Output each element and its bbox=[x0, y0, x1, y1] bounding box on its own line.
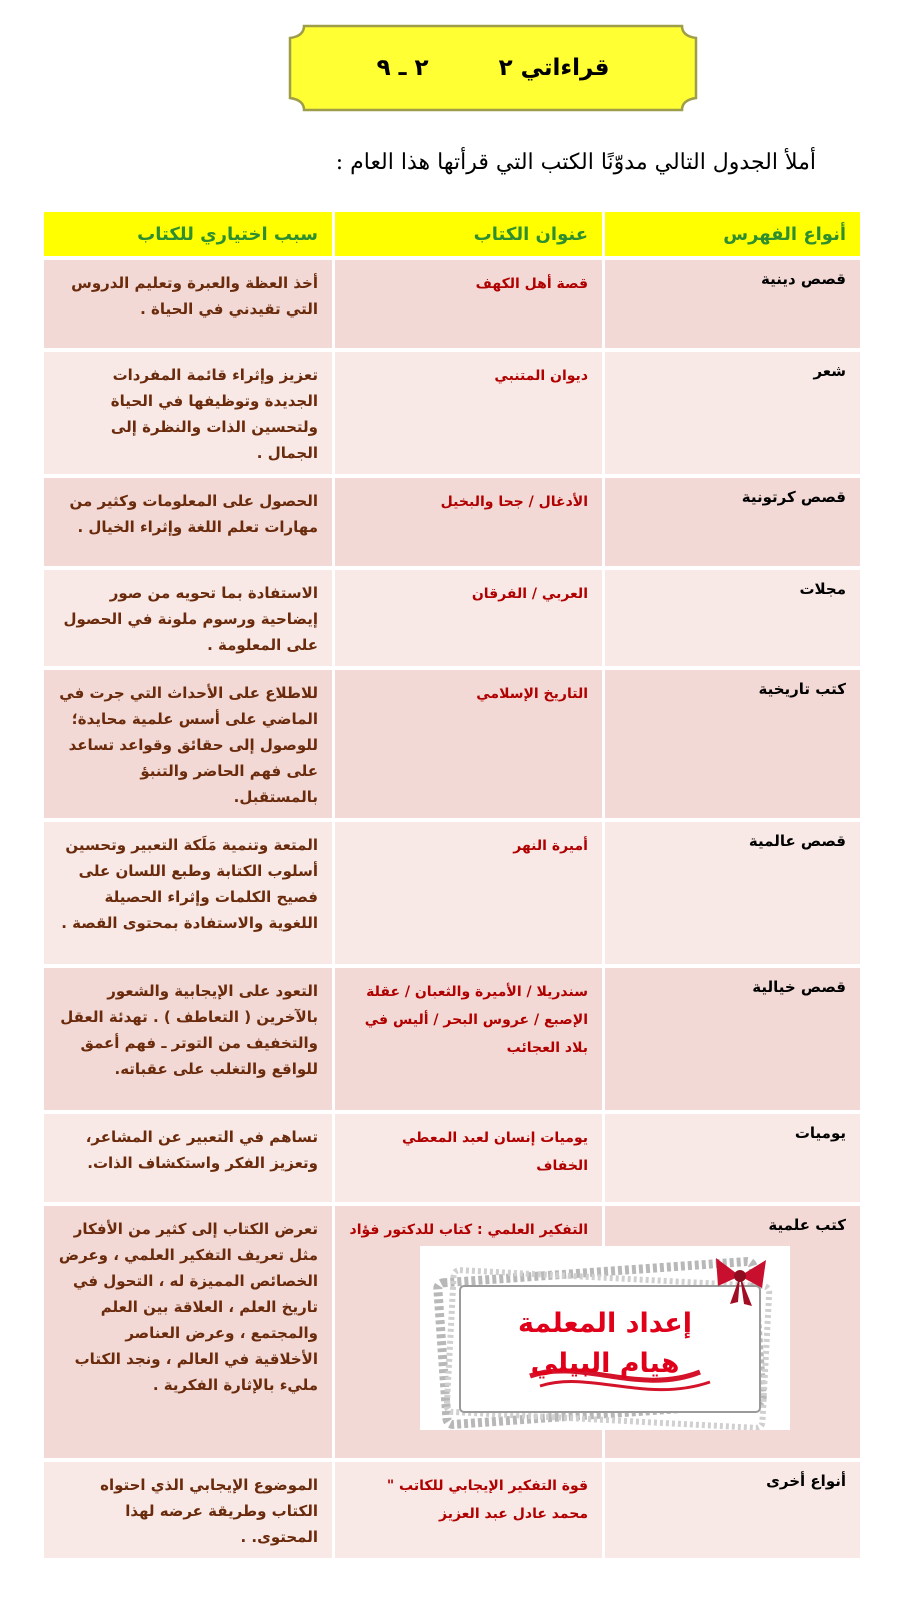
cell-reason: الاستفادة بما تحويه من صور إيضاحية ورسوم ملونة في الحصول على المعلومة . bbox=[44, 566, 332, 666]
cell-type: كتب علمية bbox=[602, 1202, 860, 1458]
cell-title: يوميات إنسان لعبد المعطي الخفاف bbox=[332, 1110, 602, 1202]
cell-title: أميرة النهر bbox=[332, 818, 602, 964]
table-row bbox=[44, 818, 860, 964]
cell-reason: تعزيز وإثراء قائمة المفردات الجديدة وتوظيفها في الحياة ولتحسين الذات والنظرة إلى الجمال . bbox=[44, 348, 332, 474]
cell-title: التاريخ الإسلامي bbox=[332, 666, 602, 818]
cell-type: أنواع أخرى bbox=[602, 1458, 860, 1558]
cell-reason: للاطلاع على الأحداث التي جرت في الماضي على أسس علمية محايدة؛ للوصول إلى حقائق وقواعد تساعد على فهم الحاضر والتنبؤ بالمستقبل. bbox=[44, 666, 332, 818]
cell-title: ديوان المتنبي bbox=[332, 348, 602, 474]
column-header-reason: سبب اختياري للكتاب bbox=[44, 212, 332, 256]
column-header-title: عنوان الكتاب bbox=[332, 212, 602, 256]
cell-reason: أخذ العظة والعبرة وتعليم الدروس التي تقيدني في الحياة . bbox=[44, 256, 332, 348]
table-row bbox=[44, 256, 860, 348]
cell-type: قصص دينية bbox=[602, 256, 860, 348]
cell-reason: المتعة وتنمية مَلَكة التعبير وتحسين أسلوب الكتابة وطبع اللسان على فصيح الكلمات وإثراء الحصيلة اللغوية والاستفادة بمحتوى القصة . bbox=[44, 818, 332, 964]
cell-title: سندريلا / الأميرة والثعبان / عقلة الإصبع / عروس البحر / أليس في بلاد العجائب bbox=[332, 964, 602, 1110]
cell-type: قصص خيالية bbox=[602, 964, 860, 1110]
cell-type: شعر bbox=[602, 348, 860, 474]
cell-type: قصص كرتونية bbox=[602, 474, 860, 566]
column-header-type: أنواع الفهرس bbox=[602, 212, 860, 256]
table-row bbox=[44, 1458, 860, 1558]
cell-type: كتب تاريخية bbox=[602, 666, 860, 818]
cell-title: قوة التفكير الإيجابي للكاتب " محمد عادل عبد العزيز bbox=[332, 1458, 602, 1558]
table-row bbox=[44, 666, 860, 818]
table-row bbox=[44, 1110, 860, 1202]
cell-title: العربي / الفرقان bbox=[332, 566, 602, 666]
cell-type: قصص عالمية bbox=[602, 818, 860, 964]
teacher-stamp bbox=[420, 1246, 790, 1430]
stamp-teacher-name: هيام البيلي bbox=[530, 1348, 680, 1379]
cell-title: التفكير العلمي : كتاب للدكتور فؤاد bbox=[332, 1202, 602, 1458]
table-row bbox=[44, 348, 860, 474]
stamp-label: إعداد المعلمة bbox=[517, 1308, 693, 1339]
title-banner bbox=[286, 22, 700, 114]
grade-label: ٢ ـ ٩ bbox=[376, 55, 429, 81]
cell-title: الأدغال / جحا والبخيل bbox=[332, 474, 602, 566]
page-title: قراءاتي ٢ bbox=[498, 55, 610, 81]
cell-reason: التعود على الإيجابية والشعور بالآخرين ( التعاطف ) . تهدئة العقل والتخفيف من التوتر ـ فهم أعمق للواقع والتغلب على عقباته. bbox=[44, 964, 332, 1110]
cell-type: مجلات bbox=[602, 566, 860, 666]
cell-reason: تساهم في التعبير عن المشاعر، وتعزيز الفكر واستكشاف الذات. bbox=[44, 1110, 332, 1202]
cell-type: يوميات bbox=[602, 1110, 860, 1202]
table-row bbox=[44, 964, 860, 1110]
table-header-row bbox=[44, 212, 860, 256]
table-row bbox=[44, 566, 860, 666]
table-row bbox=[44, 474, 860, 566]
cell-reason: الحصول على المعلومات وكثير من مهارات تعلم اللغة وإثراء الخيال . bbox=[44, 474, 332, 566]
cell-title: قصة أهل الكهف bbox=[332, 256, 602, 348]
cell-reason: تعرض الكتاب إلى كثير من الأفكار مثل تعريف التفكير العلمي ، وعرض الخصائص المميزة له ، التحول في تاريخ العلم ، العلاقة بين العلم والمجتمع ، وعرض العناصر الأخلاقية في العالم ، ونجد الكتاب مليء بالإثارة الفكرية . bbox=[44, 1202, 332, 1458]
instructions-text: أملأ الجدول التالي مدوّنًا الكتب التي قرأتها هذا العام : bbox=[335, 150, 816, 175]
cell-reason: الموضوع الإيجابي الذي احتواه الكتاب وطريقة عرضه لهذا المحتوى. . bbox=[44, 1458, 332, 1558]
